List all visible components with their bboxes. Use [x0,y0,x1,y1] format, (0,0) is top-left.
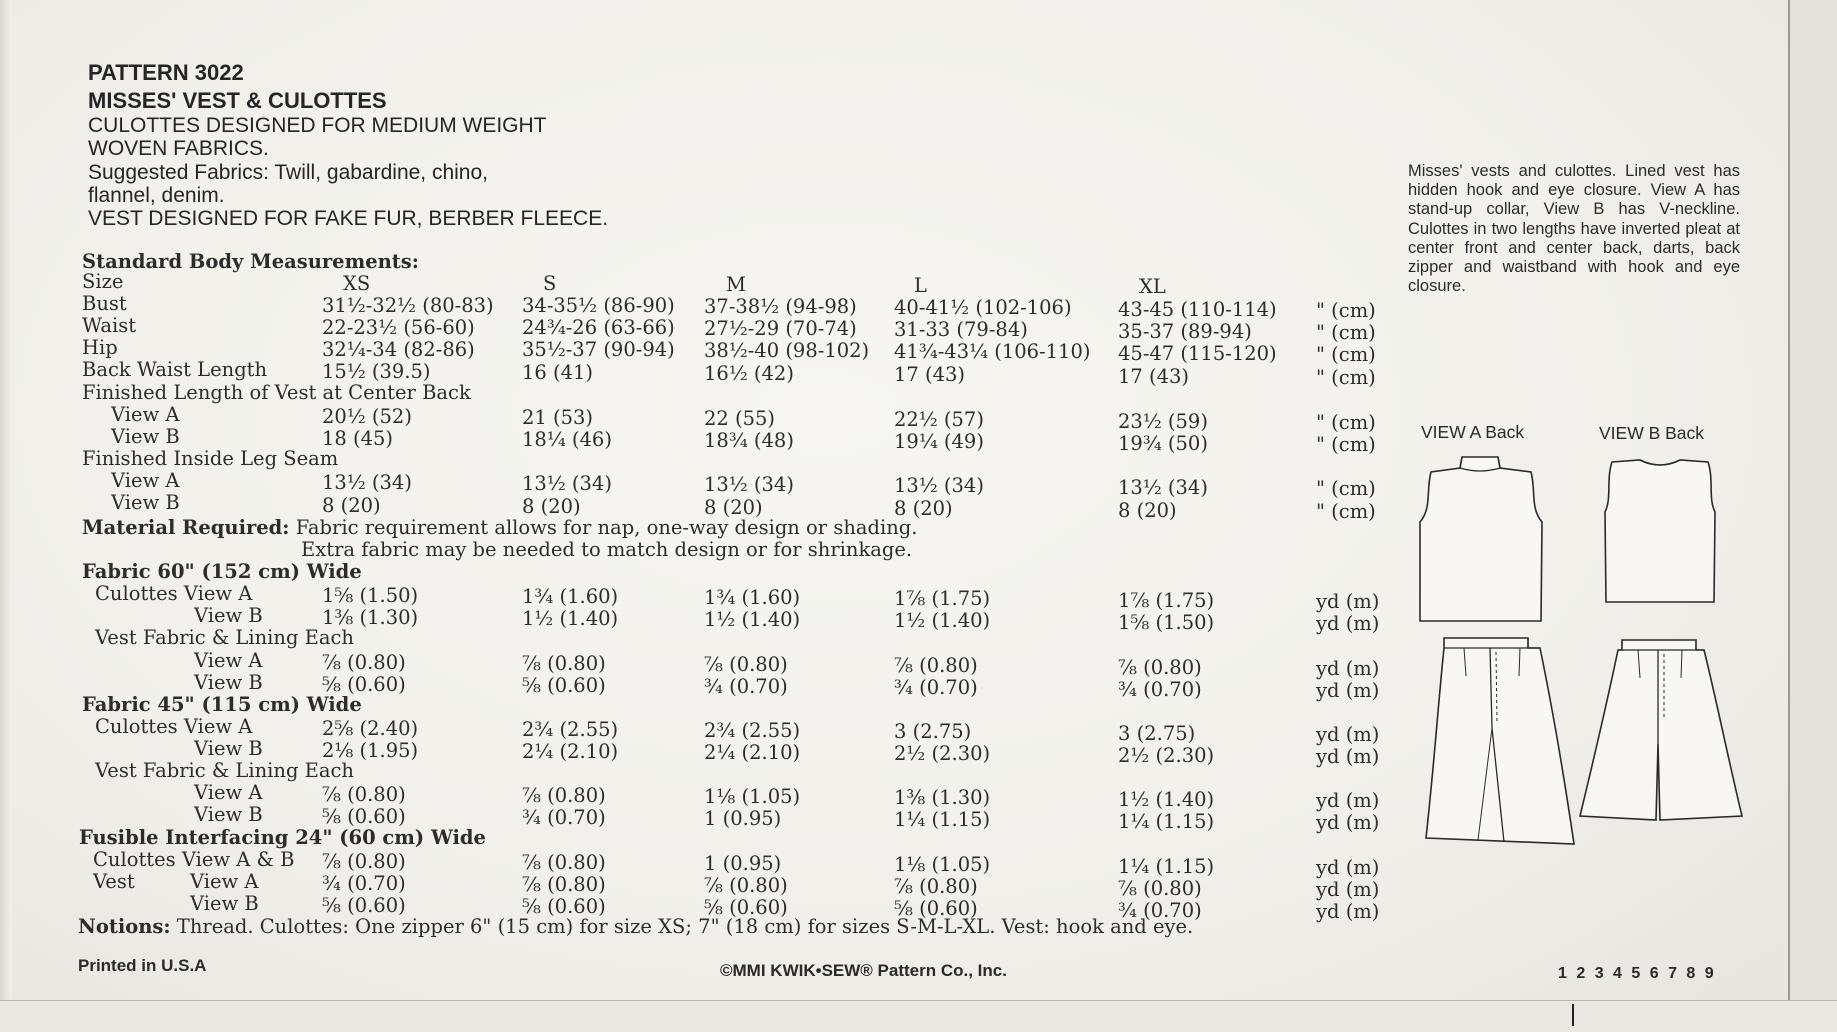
size-label: Size [82,270,124,293]
vest-a-back-illustration [1418,452,1544,624]
table-cell: 2¾ (2.55) [704,719,801,742]
table-cell: 1¼ (1.15) [1118,810,1215,833]
table-cell: 1⅝ (1.50) [1118,611,1215,634]
row-label: View B [111,491,180,514]
header-line-4: flannel, denim. [88,184,225,207]
table-cell: 2¼ (2.10) [704,741,801,764]
vest-b-back-illustration [1604,456,1716,604]
table-cell: ⅝ (0.60) [894,897,978,920]
table-cell: 2⅛ (1.95) [322,739,419,762]
unit-cell: " (cm) [1316,343,1376,366]
row-label: Bust [82,292,127,315]
table-cell: 3 (2.75) [894,720,972,743]
table-cell: ¾ (0.70) [1118,899,1202,922]
size-header: M [726,273,746,296]
table-cell: ⅞ (0.80) [894,654,978,677]
table-cell: ¾ (0.70) [1118,678,1202,701]
table-cell: 38½-40 (98-102) [704,339,870,362]
table-cell: 40-41½ (102-106) [894,296,1072,319]
table-cell: 34-35½ (86-90) [522,294,675,317]
material-required-label: Material Required: [82,516,290,539]
table-cell: ⅝ (0.60) [704,896,788,919]
culottes-a-back-illustration [1424,636,1576,848]
view-b-back-label: VIEW B Back [1599,423,1705,443]
table-cell: 31½-32½ (80-83) [322,294,494,317]
table-cell: ¾ (0.70) [322,872,406,895]
table-cell: 1½ (1.40) [1118,788,1215,811]
table-cell: ⅞ (0.80) [522,873,606,896]
table-cell: ⅝ (0.60) [322,673,406,696]
table-cell: ⅞ (0.80) [704,653,788,676]
table-cell: 8 (20) [704,496,763,519]
table-cell: 13½ (34) [322,471,412,494]
table-cell: 27½-29 (70-74) [704,317,857,340]
table-cell: 1½ (1.40) [704,608,801,631]
table-cell: 24¾-26 (63-66) [522,316,675,339]
row-label: View A [190,870,259,893]
left-fold-shadow [0,0,12,1031]
row-label: View B [194,604,263,627]
table-cell: ⅞ (0.80) [322,850,406,873]
table-cell: 8 (20) [522,495,581,518]
table-cell: 2½ (2.30) [1118,744,1215,767]
table-cell: 2½ (2.30) [894,742,991,765]
section-subheading: Finished Inside Leg Seam [82,447,339,470]
table-cell: ¾ (0.70) [704,675,788,698]
notions-line [78,915,1193,938]
table-cell: 1½ (1.40) [894,609,991,632]
table-cell: 45-47 (115-120) [1118,342,1277,365]
fabric-45-heading: Fabric 45" (115 cm) Wide [82,693,362,716]
table-cell: 15½ (39.5) [322,360,431,383]
table-cell: 1 (0.95) [704,852,782,875]
table-cell: ⅝ (0.60) [522,674,606,697]
size-header: XS [343,272,371,295]
table-cell: ⅞ (0.80) [522,652,606,675]
unit-cell: " (cm) [1316,411,1376,434]
pattern-number: PATTERN 3022 [88,60,244,85]
table-cell: 22 (55) [704,407,776,430]
interfacing-heading: Fusible Interfacing 24" (60 cm) Wide [79,826,486,849]
unit-cell: yd (m) [1316,856,1380,879]
table-cell: ⅞ (0.80) [1118,877,1202,900]
row-label: Vest [93,870,135,893]
right-envelope-edge [1788,0,1837,1031]
unit-cell: " (cm) [1316,366,1376,389]
row-label: View B [194,737,263,760]
row-label: Waist [82,314,137,337]
table-cell: 1⅞ (1.75) [1118,589,1215,612]
table-cell: 35½-37 (90-94) [522,338,675,361]
table-cell: 8 (20) [894,497,953,520]
section-subheading: Finished Length of Vest at Center Back [82,381,471,404]
unit-cell: yd (m) [1316,590,1380,613]
table-cell: 32¼-34 (82-86) [322,338,475,361]
table-cell: ⅝ (0.60) [322,805,406,828]
header-line-3: Suggested Fabrics: Twill, gabardine, chino, [88,161,489,184]
row-label: View B [194,803,263,826]
table-cell: ⅞ (0.80) [1118,656,1202,679]
table-cell: 13½ (34) [894,474,984,497]
size-header: L [914,274,927,297]
header-line-2: WOVEN FABRICS. [88,137,269,160]
notions-label: Notions: [78,915,171,938]
table-cell: 13½ (34) [522,472,612,495]
table-cell: 2⅝ (2.40) [322,717,419,740]
row-label: View B [194,671,263,694]
material-required-line-1 [82,516,917,539]
row-label: View A [111,403,180,426]
table-cell: 1¾ (1.60) [704,586,801,609]
table-cell: 18 (45) [322,427,394,450]
table-cell: 19¼ (49) [894,430,984,453]
unit-cell: yd (m) [1316,745,1380,768]
table-cell: 22½ (57) [894,408,984,431]
edge-tick-mark [1572,1004,1574,1026]
table-cell: 1 (0.95) [704,807,782,830]
table-cell: 1⅜ (1.30) [322,606,419,629]
garment-description: Misses' vests and culottes. Lined vest has hidden hook and eye closure. View A has stand-up collar, View B has V-neckline. Culottes in two lengths have inverted pleat at center front and center back, darts, back zipper and waistband with hook and eye closure. [1408,162,1740,296]
table-cell: 21 (53) [522,406,594,429]
unit-cell: yd (m) [1316,612,1380,635]
bottom-envelope-edge [0,1000,1837,1032]
table-cell: 8 (20) [1118,499,1177,522]
row-label: View A [194,649,263,672]
culottes-b-back-illustration [1578,638,1744,822]
unit-cell: " (cm) [1316,500,1376,523]
table-cell: 3 (2.75) [1118,722,1196,745]
pattern-title: MISSES' VEST & CULOTTES [88,88,387,113]
table-cell: 2¾ (2.55) [522,718,619,741]
row-label: View B [190,892,259,915]
table-cell: 18¾ (48) [704,429,794,452]
row-label: Culottes View A & B [93,848,295,871]
table-cell: ⅞ (0.80) [322,783,406,806]
table-cell: 37-38½ (94-98) [704,295,857,318]
table-cell: 1⅛ (1.05) [894,853,991,876]
table-cell: ⅞ (0.80) [894,875,978,898]
table-cell: 17 (43) [1118,365,1190,388]
unit-cell: yd (m) [1316,878,1380,901]
table-cell: 16 (41) [522,361,594,384]
unit-cell: yd (m) [1316,657,1380,680]
table-cell: 41¾-43¼ (106-110) [894,340,1091,363]
table-cell: 13½ (34) [704,473,794,496]
notions-text: Thread. Culottes: One zipper 6" (15 cm) for size XS; 7" (18 cm) for sizes S-M-L-XL. Vest: hook and eye. [170,915,1194,938]
table-cell: 13½ (34) [1118,476,1208,499]
unit-cell: yd (m) [1316,900,1380,923]
unit-cell: " (cm) [1316,433,1376,456]
unit-cell: " (cm) [1316,299,1376,322]
view-a-back-label: VIEW A Back [1421,422,1525,442]
row-label: Vest Fabric & Lining Each [95,626,354,649]
row-label: Vest Fabric & Lining Each [95,759,354,782]
table-cell: 1⅜ (1.30) [894,786,991,809]
unit-cell: yd (m) [1316,789,1380,812]
table-cell: 1½ (1.40) [522,607,619,630]
header-line-1: CULOTTES DESIGNED FOR MEDIUM WEIGHT [88,114,547,137]
table-cell: 31-33 (79-84) [894,318,1028,341]
table-cell: ⅝ (0.60) [522,895,606,918]
unit-cell: " (cm) [1316,477,1376,500]
fabric-60-heading: Fabric 60" (152 cm) Wide [82,560,362,583]
printed-in-label: Printed in U.S.A [78,956,207,975]
table-cell: ⅞ (0.80) [522,784,606,807]
table-cell: 1⅝ (1.50) [322,584,419,607]
table-cell: ⅞ (0.80) [704,874,788,897]
table-cell: ⅝ (0.60) [322,894,406,917]
table-cell: 35-37 (89-94) [1118,320,1252,343]
header-line-5: VEST DESIGNED FOR FAKE FUR, BERBER FLEECE. [88,207,609,230]
row-label: View B [111,425,180,448]
unit-cell: " (cm) [1316,321,1376,344]
table-cell: 17 (43) [894,363,966,386]
table-cell: ⅞ (0.80) [522,851,606,874]
row-label: Hip [82,336,118,359]
table-cell: 43-45 (110-114) [1118,298,1277,321]
table-cell: ¾ (0.70) [522,806,606,829]
size-header: XL [1139,275,1166,298]
unit-cell: yd (m) [1316,811,1380,834]
table-cell: 20½ (52) [322,405,412,428]
table-cell: 1¾ (1.60) [522,585,619,608]
table-cell: 8 (20) [322,494,381,517]
printer-numbers: 1 2 3 4 5 6 7 8 9 [1558,965,1717,982]
table-cell: 22-23½ (56-60) [322,316,475,339]
row-label: Culottes View A [95,715,253,738]
copyright-line: ©MMI KWIK•SEW® Pattern Co., Inc. [720,961,1007,980]
table-cell: 19¾ (50) [1118,432,1208,455]
table-cell: 1¼ (1.15) [894,808,991,831]
table-cell: ¾ (0.70) [894,676,978,699]
row-label: Culottes View A [95,582,253,605]
unit-cell: yd (m) [1316,723,1380,746]
body-measurements-heading: Standard Body Measurements: [82,250,419,273]
material-required-line-2: Extra fabric may be needed to match design or for shrinkage. [301,538,913,561]
table-cell: 1¼ (1.15) [1118,855,1215,878]
table-cell: 18¼ (46) [522,428,612,451]
size-header: S [543,272,557,295]
table-cell: ⅞ (0.80) [322,651,406,674]
row-label: View A [111,469,180,492]
table-cell: 1⅛ (1.05) [704,785,801,808]
row-label: View A [194,781,263,804]
table-cell: 2¼ (2.10) [522,740,619,763]
table-cell: 1⅞ (1.75) [894,587,991,610]
table-cell: 16½ (42) [704,362,794,385]
row-label: Back Waist Length [82,358,268,381]
table-cell: 23½ (59) [1118,410,1208,433]
unit-cell: yd (m) [1316,679,1380,702]
material-required-text: Fabric requirement allows for nap, one-way design or shading. [289,516,918,539]
